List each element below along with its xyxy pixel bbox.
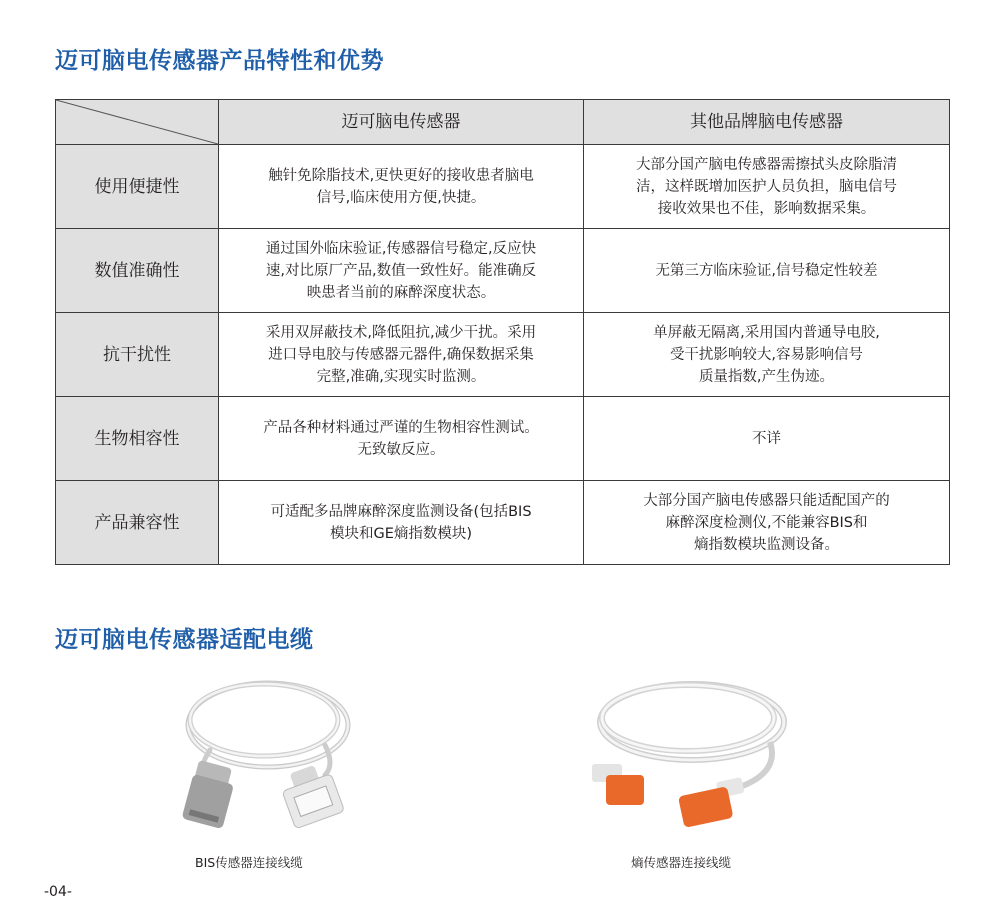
cell-others [584,145,950,229]
cell-text-line: 洁，这样既增加医护人员负担，脑电信号 [636,178,897,195]
cell-text-line: 可适配多品牌麻醉深度监测设备(包括BIS [270,503,532,520]
cell-text-line: 麻醉深度检测仪,不能兼容BIS和 [665,514,868,531]
bis-cable-image [170,670,360,840]
cell-text-line: 产品各种材料通过严谨的生物相容性测试。 [263,419,539,436]
bis-cable-caption: BIS传感器连接线缆 [195,855,303,870]
row-label: 使用便捷性 [56,145,219,229]
cell-text-line: 通过国外临床验证,传感器信号稳定,反应快 [265,240,537,257]
cell-text-line: 熵指数模块监测设备。 [694,536,839,553]
row-label: 产品兼容性 [56,481,219,565]
cell-others [584,397,950,481]
cell-text-line: 受干扰影响较大,容易影响信号 [669,346,864,363]
cell-text-line: 无第三方临床验证,信号稳定性较差 [655,262,878,279]
cell-ours [219,397,584,481]
table-row [56,313,950,397]
cell-text-line: 映患者当前的麻醉深度状态。 [306,284,496,301]
cell-text-line: 接收效果也不佳，影响数据采集。 [657,200,876,217]
cell-text-line: 采用双屏蔽技术,降低阻抗,减少干扰。采用 [265,324,537,341]
table-header-row [56,100,950,145]
table-row [56,481,950,565]
cell-ours [219,313,584,397]
cell-ours [219,145,584,229]
header-ours: 迈可脑电传感器 [219,100,584,145]
entropy-cable-caption: 熵传感器连接线缆 [631,855,732,870]
row-label: 生物相容性 [56,397,219,481]
header-others: 其他品牌脑电传感器 [584,100,950,145]
cell-text-line: 不详 [752,430,781,447]
row-label: 抗干扰性 [56,313,219,397]
cell-others [584,481,950,565]
table-row [56,229,950,313]
cell-text-line: 速,对比原厂产品,数值一致性好。能准确反 [265,262,537,279]
section-title-cables: 迈可脑电传感器适配电缆 [55,627,314,653]
section-title-features: 迈可脑电传感器产品特性和优势 [55,48,384,74]
cell-text-line: 大部分国产脑电传感器需擦拭头皮除脂清 [636,156,897,173]
cell-text-line: 进口导电胶与传感器元器件,确保数据采集 [268,346,534,363]
page-number: -04- [44,884,72,900]
cell-text-line: 触针免除脂技术,更快更好的接收患者脑电 [268,167,534,184]
table-row [56,145,950,229]
cell-ours [219,481,584,565]
cell-text-line: 无致敏反应。 [357,441,445,458]
table-row [56,397,950,481]
cell-text-line: 模块和GE熵指数模块) [329,525,473,542]
header-diagonal-cell [56,100,219,145]
entropy-cable-image [580,672,795,837]
comparison-table [55,99,950,565]
row-label: 数值准确性 [56,229,219,313]
cell-others [584,229,950,313]
cell-others [584,313,950,397]
cell-text-line: 完整,准确,实现实时监测。 [316,368,486,385]
cell-text-line: 质量指数,产生伪迹。 [698,368,835,385]
cell-text-line: 大部分国产脑电传感器只能适配国产的 [643,492,890,509]
cell-text-line: 单屏蔽无隔离,采用国内普通导电胶, [653,324,880,341]
cell-text-line: 信号,临床使用方便,快捷。 [316,189,486,206]
cell-ours [219,229,584,313]
